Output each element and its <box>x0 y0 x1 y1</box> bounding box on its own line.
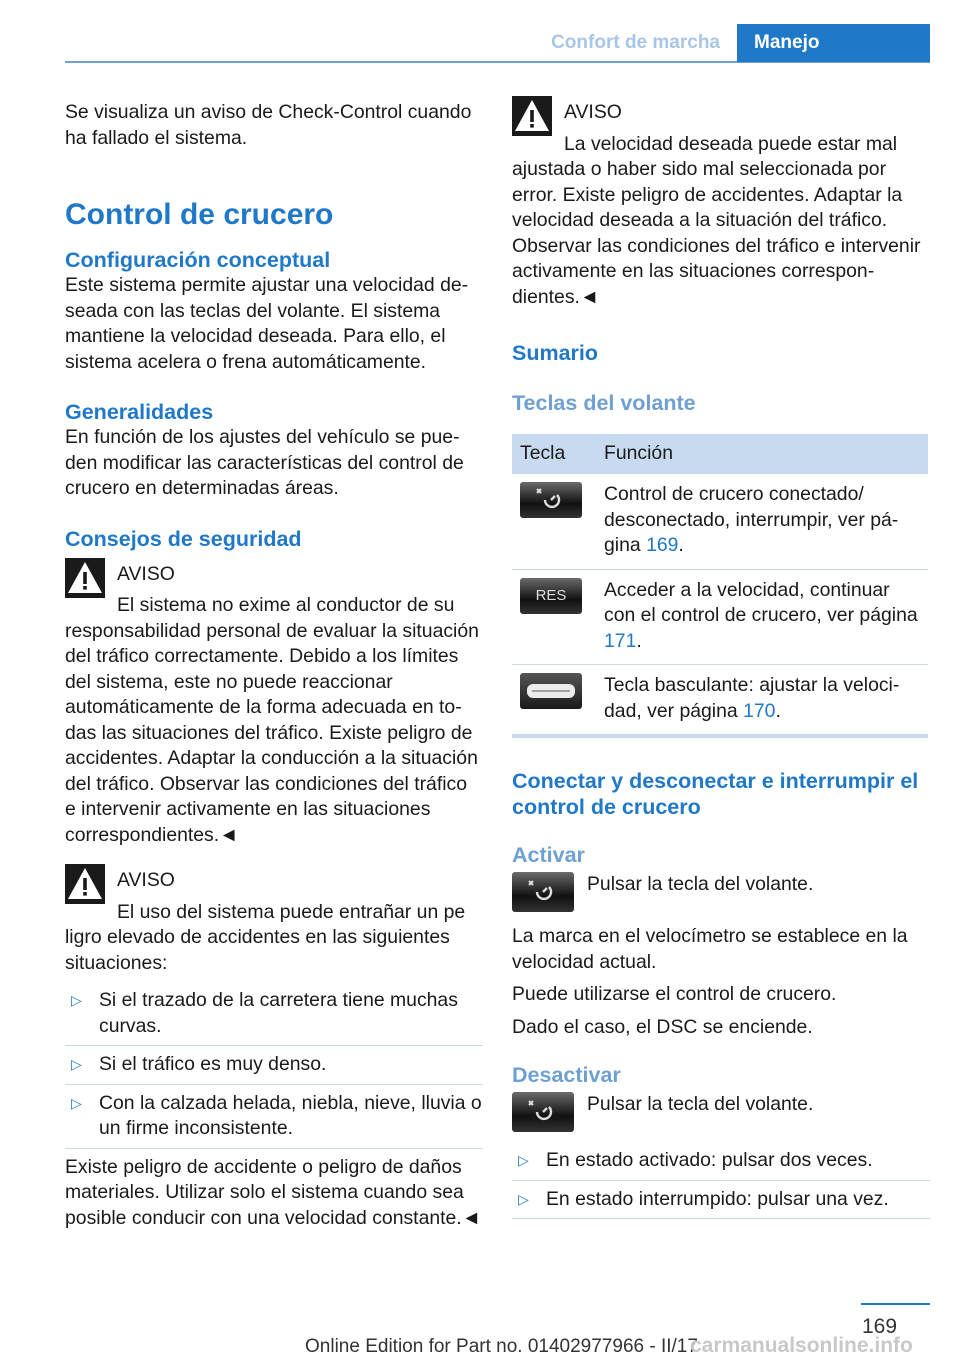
activate-row <box>512 872 930 912</box>
warning3-first-line: La velocidad deseada puede estar mal <box>564 132 898 155</box>
col-header-function: Función <box>596 434 928 474</box>
activate-paragraph-2: Puede utilizarse el control de crucero. <box>512 983 837 1005</box>
warning-icon <box>65 558 105 598</box>
page-number: 169 <box>862 1315 898 1338</box>
page-title: Control de crucero <box>65 198 334 231</box>
general-text: En función de los ajustes del vehículo se pueden modificar las características del control de crucero en determinadas áreas. <box>65 426 464 499</box>
edition-footer: Online Edition for Part no. 01402977966 - II/17 <box>305 1336 698 1357</box>
warning-box-2 <box>65 868 483 976</box>
table-row <box>512 569 928 665</box>
page-link[interactable]: 169 <box>646 534 679 556</box>
bullet-triangle-icon: ▷ <box>71 1094 82 1111</box>
warning2-first-line: El uso del sistema puede entrañar un pe <box>117 900 466 923</box>
list-item: ▷ Si el tráfico es muy denso. <box>65 1046 483 1085</box>
warning1-label: AVISO <box>117 562 175 585</box>
list-item: ▷ En estado activado: pulsar dos veces. <box>512 1142 930 1181</box>
warning2-closing: Existe peligro de accidente o peligro de daños materiales. Utilizar solo el sistema cuando sea posible conducir con una velocidad constante.◄ <box>65 1155 481 1229</box>
res-key: RES <box>520 578 582 614</box>
intro-text: Se visualiza un aviso de Check-Control cuando ha fallado el sistema. <box>65 101 472 149</box>
function-cell: Control de crucero conectado/ desconectado, interrumpir, ver página 169. <box>596 474 928 569</box>
function-cell: Acceder a la velocidad, continuar con el control de crucero, ver página 171. <box>596 569 928 665</box>
activate-text: Pulsar la tecla del volante. <box>587 873 814 895</box>
warning-icon <box>512 96 552 136</box>
col-header-key: Tecla <box>512 434 596 474</box>
warning1-first-line: El sistema no exime al conductor de su <box>117 594 455 616</box>
cruise-control-icon <box>512 1092 574 1132</box>
concept-heading: Configuración conceptual <box>65 248 331 272</box>
right-column <box>512 100 930 1219</box>
activate-paragraph-1: La marca en el velocímetro se establece en la velocidad actual. <box>512 925 908 973</box>
page-link[interactable]: 170 <box>743 699 776 722</box>
keys-table <box>512 434 928 734</box>
bullet-triangle-icon: ▷ <box>71 992 82 1008</box>
keys-heading: Teclas del volante <box>512 391 696 415</box>
list-item: ▷ Con la calzada helada, niebla, nieve, lluvia o un firme inconsistente. <box>65 1085 483 1149</box>
watermark: carmanualsonline.info <box>690 1334 913 1357</box>
warning3-label: AVISO <box>564 101 622 123</box>
warning2-label: AVISO <box>117 869 175 891</box>
tab-confort-de-marcha[interactable]: Confort de marcha <box>551 32 720 53</box>
summary-heading: Sumario <box>512 341 599 365</box>
warning-box-1 <box>65 562 483 849</box>
bullet-triangle-icon: ▷ <box>71 1056 82 1072</box>
cruise-control-icon <box>512 872 574 912</box>
left-column <box>65 100 483 1231</box>
table-row <box>512 474 928 569</box>
activate-heading: Activar <box>512 843 585 867</box>
bullet-triangle-icon: ▷ <box>518 1190 529 1207</box>
warning3-body: ajustada o haber sido mal seleccionada por error. Existe peligro de accidentes. Adaptar la velocidad deseada a la situación del tráfico. Observar las condiciones del tráfico e intervenir activamente en las situaciones correspondientes.◄ <box>512 158 921 308</box>
warning-box-3 <box>512 100 930 310</box>
tab-manejo[interactable]: Manejo <box>737 24 930 62</box>
deactivate-text: Pulsar la tecla del volante. <box>587 1093 814 1115</box>
page-link[interactable]: 171 <box>604 629 637 652</box>
deactivate-heading: Desactivar <box>512 1063 621 1087</box>
list-item: ▷ Si el trazado de la carretera tiene muchas curvas. <box>65 982 483 1046</box>
warning-icon <box>65 864 105 904</box>
bullet-triangle-icon: ▷ <box>518 1152 529 1168</box>
warning2-body: ligro elevado de accidentes en las siguientes situaciones: <box>65 926 450 974</box>
deactivate-row <box>512 1092 930 1132</box>
function-cell: Tecla basculante: ajustar la velocidad, ver página 170. <box>604 674 900 722</box>
list-item: ▷ En estado interrumpido: pulsar una vez. <box>512 1181 930 1220</box>
activate-paragraph-3: Dado el caso, el DSC se enciende. <box>512 1015 813 1038</box>
rocker-switch-icon <box>520 673 582 709</box>
connect-heading: Conectar y desconectar e interrumpir el control de crucero <box>512 769 919 819</box>
safety-heading: Consejos de seguridad <box>65 526 302 551</box>
concept-text: Este sistema permite ajustar una velocidad deseada con las teclas del volante. El sistema mantiene la velocidad deseada. Para ello, el sistema acelera o frena automáticamente. <box>65 274 469 373</box>
footer-rule <box>861 1303 930 1305</box>
warning1-body: responsabilidad personal de evaluar la situación del tráfico correctamente. Debido a los límites del sistema, este no puede reaccionar automáticamente de la forma adecuada en todas las situaciones del tráfico. Existe peligro de accidentes. Adaptar la conducción a la situación del tráfico. Observar las condiciones del tráfico e intervenir activamente en las situaciones correspondientes.◄ <box>65 619 479 846</box>
cruise-control-icon <box>520 482 582 518</box>
general-heading: Generalidades <box>65 400 214 424</box>
table-row <box>512 665 928 735</box>
